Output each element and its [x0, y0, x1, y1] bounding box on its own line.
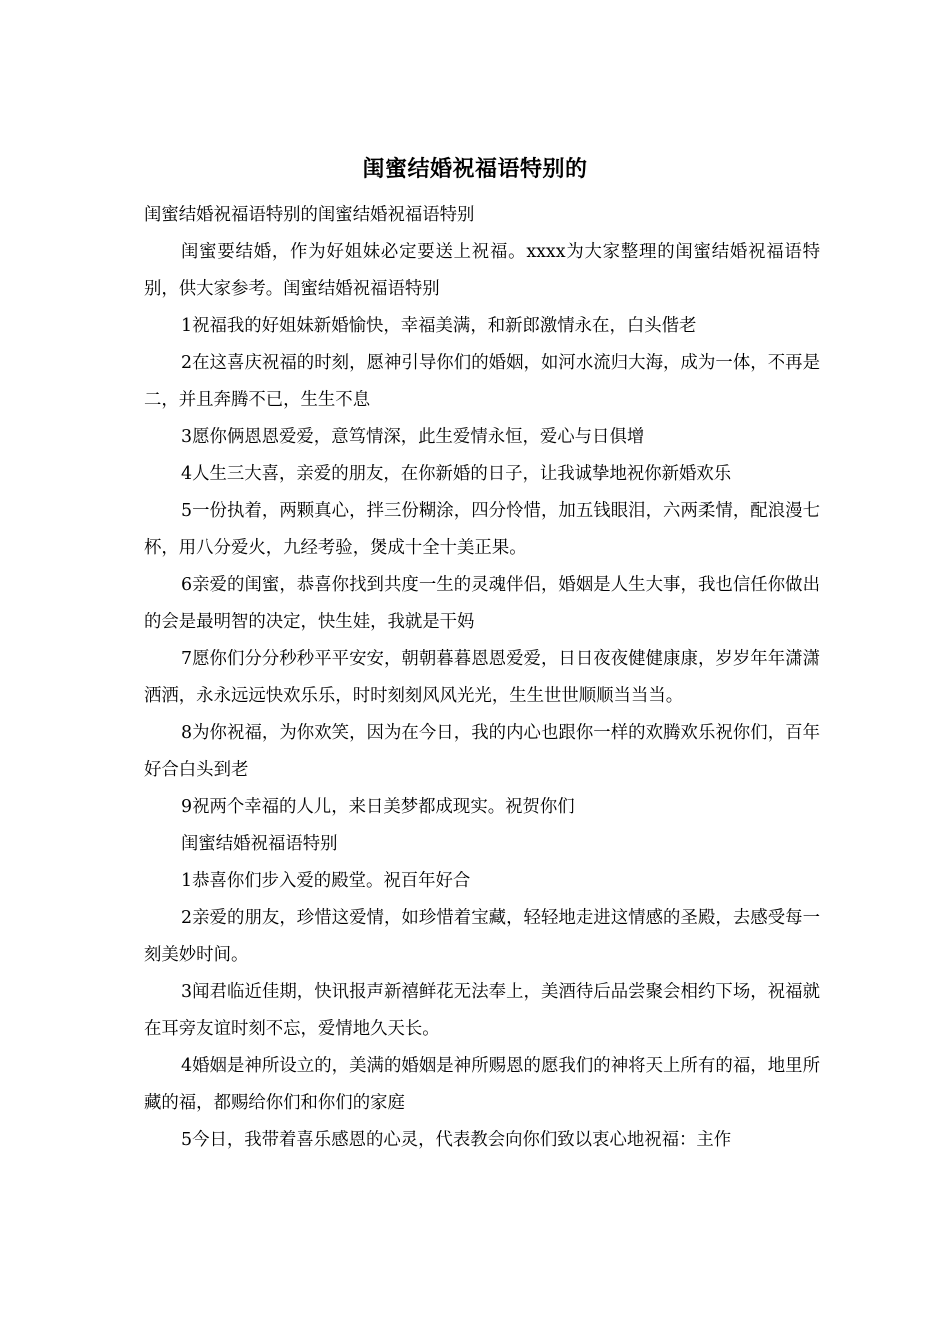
paragraph: 4婚姻是神所设立的，美满的婚姻是神所赐恩的愿我们的神将天上所有的福，地里所藏的福，都赐给你们和你们的家庭 — [144, 1056, 820, 1113]
paragraph: 9祝两个幸福的人儿，来日美梦都成现实。祝贺你们 — [181, 797, 575, 817]
paragraph: 2在这喜庆祝福的时刻，愿神引导你们的婚姻，如河水流归大海，成为一体，不再是二，并且奔腾不已，生生不息 — [144, 353, 820, 410]
paragraph: 闺蜜结婚祝福语特别的闺蜜结婚祝福语特别 — [144, 205, 475, 225]
paragraph: 6亲爱的闺蜜，恭喜你找到共度一生的灵魂伴侣，婚姻是人生大事，我也信任你做出的会是最明智的决定，快生娃，我就是干妈 — [144, 575, 820, 632]
paragraph: 3闻君临近佳期，快讯报声新禧鲜花无法奉上，美酒待后品尝聚会相约下场，祝福就在耳旁友谊时刻不忘，爱情地久天长。 — [144, 982, 820, 1039]
paragraph: 4人生三大喜，亲爱的朋友，在你新婚的日子，让我诚挚地祝你新婚欢乐 — [181, 464, 732, 484]
paragraph: 5一份执着，两颗真心，拌三份糊涂，四分怜惜，加五钱眼泪，六两柔情，配浪漫七杯，用八分爱火，九经考验，煲成十全十美正果。 — [144, 501, 820, 558]
paragraph: 3愿你俩恩恩爱爱，意笃情深，此生爱情永恒，爱心与日俱增 — [181, 427, 645, 447]
paragraph: 8为你祝福，为你欢笑，因为在今日，我的内心也跟你一样的欢腾欢乐祝你们，百年好合白头到老 — [144, 723, 820, 780]
paragraph: 1恭喜你们步入爱的殿堂。祝百年好合 — [181, 871, 471, 891]
paragraph: 7愿你们分分秒秒平平安安，朝朝暮暮恩恩爱爱，日日夜夜健健康康，岁岁年年潇潇洒洒，永永远远快欢乐乐，时时刻刻风风光光，生生世世顺顺当当当。 — [144, 649, 820, 706]
document-body — [144, 197, 820, 1159]
paragraph: 2亲爱的朋友，珍惜这爱情，如珍惜着宝藏，轻轻地走进这情感的圣殿，去感受每一刻美妙时间。 — [144, 908, 820, 965]
paragraph: 1祝福我的好姐妹新婚愉快，幸福美满，和新郎激情永在，白头偕老 — [181, 316, 697, 336]
document-title: 闺蜜结婚祝福语特别的 — [362, 156, 588, 182]
paragraph: 5今日，我带着喜乐感恩的心灵，代表教会向你们致以衷心地祝福：主作 — [181, 1130, 732, 1150]
paragraph: 闺蜜要结婚，作为好姐妹必定要送上祝福。xxxx为大家整理的闺蜜结婚祝福语特别，供大家参考。闺蜜结婚祝福语特别 — [144, 242, 820, 299]
paragraph: 闺蜜结婚祝福语特别 — [181, 834, 338, 854]
